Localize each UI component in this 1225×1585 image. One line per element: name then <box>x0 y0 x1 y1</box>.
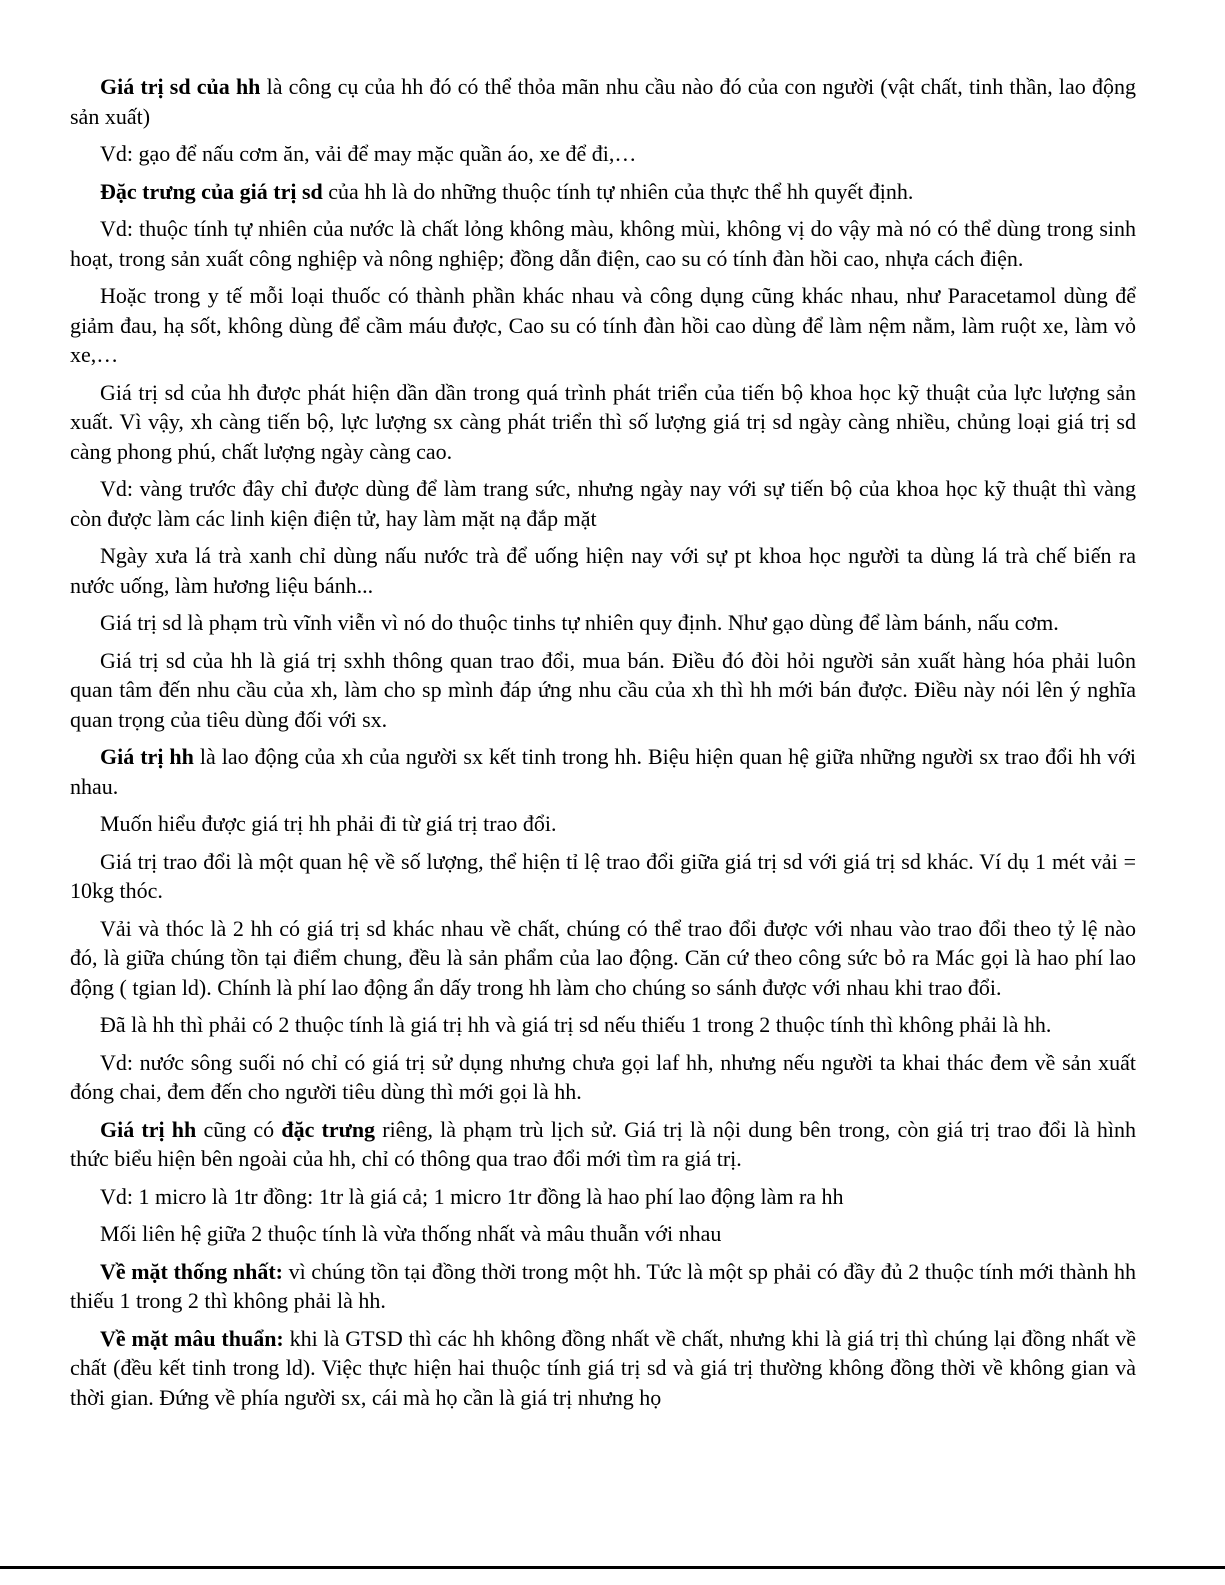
paragraph-1-text: là công cụ của hh đó có thể thỏa mãn nhu cầu nào đó của con người (vật chất, tinh thần, lao động sản xuất) <box>70 74 1136 129</box>
paragraph-8-text: Ngày xưa lá trà xanh chỉ dùng nấu nước trà để uống hiện nay với sự pt khoa học người ta dùng lá trà chế biến ra nước uống, làm hương liệu bánh... <box>70 543 1136 598</box>
paragraph-9 <box>70 608 1136 638</box>
paragraph-20-text: vì chúng tồn tại đồng thời trong một hh. Tức là một sp phải có đầy đủ 2 thuộc tính mới thành hh thiếu 1 trong 2 thì không phải là hh. <box>70 1258 1136 1313</box>
paragraph-2-text: Vd: gạo để nấu cơm ăn, vải để may mặc quần áo, xe để đi,… <box>100 141 637 166</box>
paragraph-1-bold: Giá trị sd của hh <box>100 74 261 99</box>
page-bottom-rule <box>0 1566 1225 1569</box>
paragraph-16-text: Vd: nước sông suối nó chỉ có giá trị sử dụng nhưng chưa gọi laf hh, nhưng nếu người ta khai thác đem về sản xuất đóng chai, đem đến cho người tiêu dùng thì mới gọi là hh. <box>70 1049 1136 1104</box>
paragraph-6-text: Giá trị sd của hh được phát hiện dần dần trong quá trình phát triển của tiến bộ khoa học kỹ thuật của lực lượng sản xuất. Vì vậy, xh càng tiến bộ, lực lượng sx càng phát triển thì số lượng giá trị sd ngày càng nhiều, chủng loại giá trị sd càng phong phú, chất lượng ngày càng cao. <box>70 379 1136 464</box>
paragraph-8 <box>70 541 1136 600</box>
paragraph-14-text: Vải và thóc là 2 hh có giá trị sd khác nhau về chất, chúng có thể trao đổi được với nhau vào trao đổi theo tỷ lệ nào đó, là giữa chúng tồn tại điểm chung, đều là sản phẩm của lao động. Căn cứ theo công sức bỏ ra Mác gọi là hao phí lao động ( tgian ld). Chính là phí lao động ẩn dấy trong hh làm cho chúng so sánh được với nhau khi trao đổi. <box>70 915 1136 1000</box>
paragraph-9-text: Giá trị sd là phạm trù vĩnh viễn vì nó do thuộc tinhs tự nhiên quy định. Như gạo dùng để làm bánh, nấu cơm. <box>100 610 1059 635</box>
paragraph-19 <box>70 1219 1136 1249</box>
paragraph-13 <box>70 847 1136 906</box>
paragraph-2 <box>70 139 1136 169</box>
paragraph-21-text: khi là GTSD thì các hh không đồng nhất về chất, nhưng khi là giá trị thì chúng lại đồng nhất về chất (đều kết tinh trong ld). Việc thực hiện hai thuộc tính giá trị sd và giá trị thường không đồng thời về không gian và thời gian. Đứng về phía người sx, cái mà họ cần là giá trị nhưng họ <box>70 1325 1137 1410</box>
paragraph-17-bold: Giá trị hh <box>100 1116 197 1142</box>
paragraph-14 <box>70 914 1136 1003</box>
paragraph-17-text-2: riêng, là phạm trù lịch sử. Giá trị là nội dung bên trong, còn giá trị trao đổi là hình thức biểu hiện bên ngoài của hh, chỉ có thông qua trao đổi mới tìm ra giá trị. <box>70 1116 1137 1171</box>
paragraph-11-bold: Giá trị hh <box>100 744 194 769</box>
paragraph-17 <box>70 1115 1136 1174</box>
paragraph-21 <box>70 1324 1136 1413</box>
paragraph-10-text: Giá trị sd của hh là giá trị sxhh thông quan trao đổi, mua bán. Điều đó đòi hỏi người sản xuất hàng hóa phải luôn quan tâm đến nhu cầu của xh, làm cho sp mình đáp ứng nhu cầu của xh thì hh mới bán được. Điều này nói lên ý nghĩa quan trọng của tiêu dùng đối với sx. <box>70 647 1136 732</box>
paragraph-7-text: Vd: vàng trước đây chỉ được dùng để làm trang sức, nhưng ngày nay với sự tiến bộ của khoa học kỹ thuật thì vàng còn được làm các linh kiện điện tử, hay làm mặt nạ đắp mặt <box>70 476 1136 531</box>
paragraph-12 <box>70 809 1136 839</box>
paragraph-11-text: là lao động của xh của người sx kết tinh trong hh. Biệu hiện quan hệ giữa những người sx trao đổi hh với nhau. <box>70 744 1136 799</box>
paragraph-20 <box>70 1257 1136 1316</box>
paragraph-4 <box>70 214 1136 273</box>
paragraph-13-text: Giá trị trao đổi là một quan hệ về số lượng, thể hiện tỉ lệ trao đổi giữa giá trị sd với giá trị sd khác. Ví dụ 1 mét vải = 10kg thóc. <box>70 848 1136 903</box>
paragraph-18-text: Vd: 1 micro là 1tr đồng: 1tr là giá cả; 1 micro 1tr đồng là hao phí lao động làm ra hh <box>100 1183 844 1209</box>
paragraph-3-bold: Đặc trưng của giá trị sd <box>100 178 323 204</box>
paragraph-18 <box>70 1182 1136 1212</box>
paragraph-20-bold: Về mặt thống nhất: <box>100 1258 283 1284</box>
paragraph-21-bold: Về mặt mâu thuẩn: <box>100 1325 284 1351</box>
paragraph-17-text: cũng có <box>196 1116 282 1142</box>
paragraph-10 <box>70 646 1136 735</box>
paragraph-3-text: của hh là do những thuộc tính tự nhiên của thực thể hh quyết định. <box>322 178 914 204</box>
paragraph-7 <box>70 474 1136 533</box>
paragraph-15 <box>70 1010 1136 1040</box>
paragraph-11 <box>70 742 1136 801</box>
paragraph-5-text: Hoặc trong y tế mỗi loại thuốc có thành phần khác nhau và công dụng cũng khác nhau, như Paracetamol dùng để giảm đau, hạ sốt, không dùng để cầm máu được, Cao su có tính đàn hồi cao dùng để làm nệm nằm, làm ruột xe, làm vỏ xe,… <box>70 283 1136 367</box>
document-page <box>70 72 1136 1420</box>
paragraph-17-bold-2: đặc trưng <box>281 1116 376 1142</box>
paragraph-5 <box>70 281 1136 370</box>
paragraph-12-text: Muốn hiểu được giá trị hh phải đi từ giá trị trao đổi. <box>100 811 557 836</box>
paragraph-16 <box>70 1048 1136 1107</box>
paragraph-15-text: Đã là hh thì phải có 2 thuộc tính là giá trị hh và giá trị sd nếu thiếu 1 trong 2 thuộc tính thì không phải là hh. <box>100 1012 1052 1037</box>
paragraph-4-text: Vd: thuộc tính tự nhiên của nước là chất lỏng không màu, không mùi, không vị do vậy mà nó có thể dùng trong sinh hoạt, trong sản xuất công nghiệp và nông nghiệp; đồng dẫn điện, cao su có tính đàn hồi cao, nhựa cách điện. <box>70 216 1136 271</box>
paragraph-3 <box>70 177 1136 207</box>
paragraph-1 <box>70 72 1136 131</box>
paragraph-6 <box>70 378 1136 467</box>
paragraph-19-text: Mối liên hệ giữa 2 thuộc tính là vừa thống nhất và mâu thuẫn với nhau <box>100 1221 722 1246</box>
